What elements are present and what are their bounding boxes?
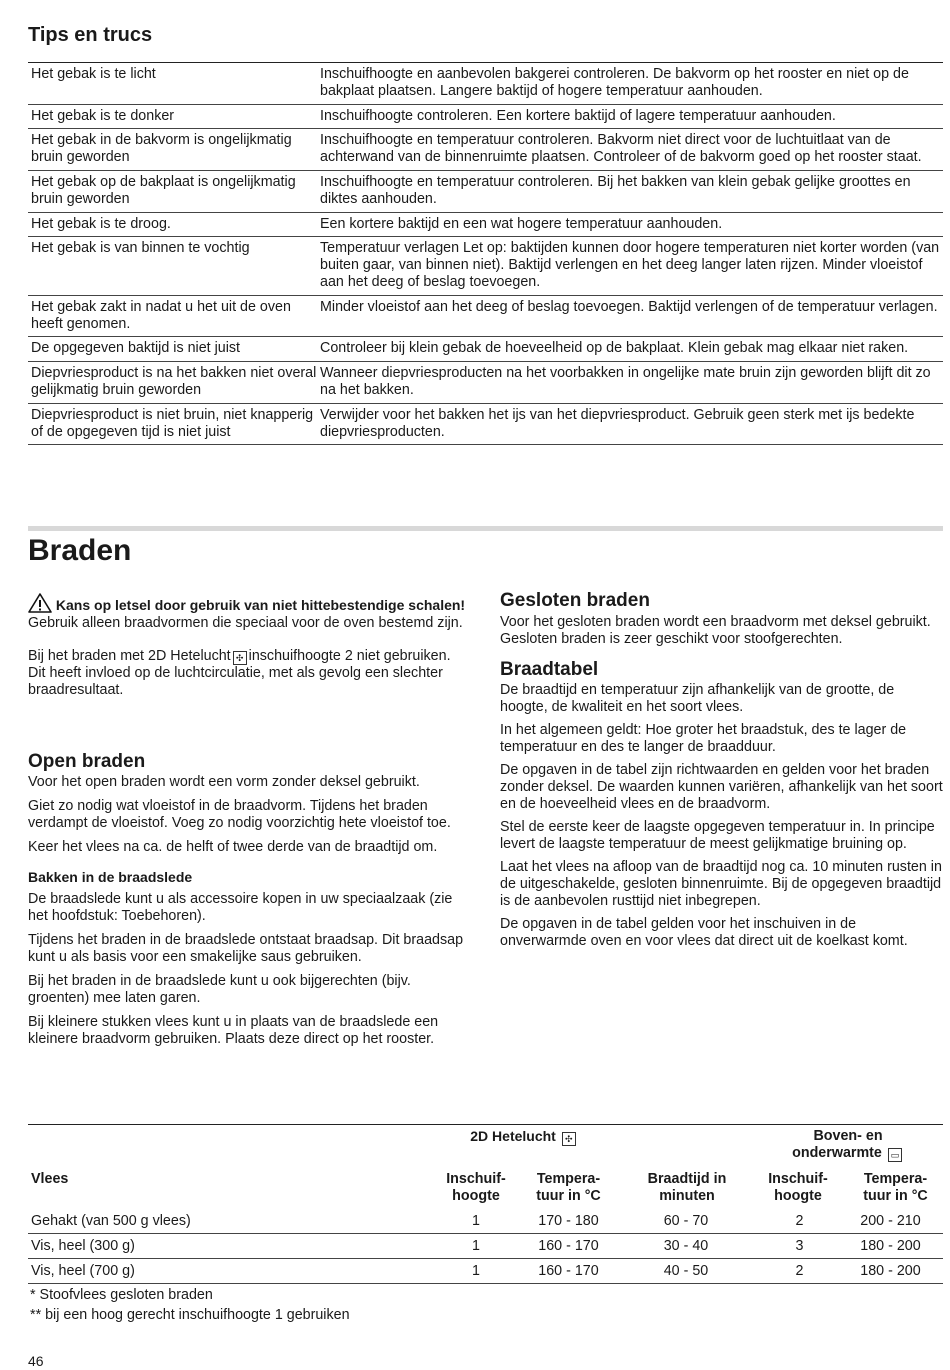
tip-problem: Het gebak is te licht: [31, 66, 156, 82]
footnote: ** bij een hoog gerecht inschuifhoogte 1 gebruiken: [30, 1307, 350, 1323]
tip-solution: Een kortere baktijd en een wat hogere temperatuur aanhouden.: [320, 215, 723, 232]
cell-time: 60 - 70: [663, 1213, 709, 1229]
tip-solution: Minder vloeistof aan het deeg of beslag toevoegen. Baktijd verlengen of de temperatuur verlagen.: [320, 298, 938, 315]
tip-solution: Wanneer diepvriesproducten na het voorbakken in ongelijke mate bruin zijn geworden blijft dit zo na het bakken.: [320, 365, 931, 398]
tips-table: [28, 62, 943, 445]
group-hetelucht: [450, 1128, 598, 1146]
cell-meat: Gehakt (van 500 g vlees): [31, 1213, 191, 1229]
page-number: 46: [28, 1353, 44, 1369]
tip-problem: Het gebak is te droog.: [31, 215, 171, 232]
cell-meat: Vis, heel (300 g): [31, 1238, 135, 1254]
cell-time: 30 - 40: [663, 1238, 709, 1254]
col-meat: Vlees: [31, 1171, 69, 1187]
paragraph: Laat het vlees na afloop van de braadtijd nog ca. 10 minuten rusten in de uitgeschakelde, gesloten binnenruimte. Bij de opgegeven braadtijd is de aanbevolen rusttijd niet inbegrepen.: [500, 859, 942, 909]
top-bottom-heat-icon: ▭: [888, 1148, 902, 1162]
fan-icon: ✣: [562, 1132, 576, 1146]
group-boven-label-b: onderwarmte: [792, 1145, 882, 1161]
tip-solution: Verwijder voor het bakken het ijs van het diepvriesproduct. Gebruik geen sterk met ijs bedekte diepvriesproducten.: [320, 406, 915, 440]
table-row: [28, 296, 943, 338]
section-divider: [28, 526, 943, 531]
paragraph: Bij het braden in de braadslede kunt u ook bijgerechten (bijv. groenten) mee laten garen.: [28, 973, 411, 1006]
table-header: [28, 1125, 943, 1209]
table-row: [28, 1234, 943, 1259]
table-row: [28, 105, 943, 130]
cell-height: 1: [472, 1263, 480, 1279]
tip-problem: Het gebak zakt in nadat u het uit de oven heeft genomen.: [31, 298, 291, 332]
cell-height: 2: [795, 1213, 804, 1229]
col-time: Braadtijd in minuten: [647, 1171, 727, 1204]
cell-temp: 180 - 200: [860, 1263, 921, 1279]
cell-time: 40 - 50: [663, 1263, 709, 1279]
paragraph: Giet zo nodig wat vloeistof in de braadvorm. Tijdens het braden verdampt de vloeistof. Voeg zo nodig voorzichtig hete vloeistof toe.: [28, 798, 451, 831]
table-row: [28, 171, 943, 213]
tip-problem: Het gebak op de bakplaat is ongelijkmatig bruin geworden: [31, 173, 296, 207]
table-row: [28, 129, 943, 171]
col-temp-1: Tempera- tuur in °C: [536, 1171, 601, 1204]
hetelucht-note-text-2: inschuifhoogte 2 niet gebruiken. Dit heeft invloed op de luchtcirculatie, met als gevolg een slechter braadresultaat.: [28, 648, 451, 698]
paragraph: De opgaven in de tabel zijn richtwaarden en gelden voor het braden zonder deksel. De waarden kunnen variëren, afhankelijk van het soort en de hoeveelheid vlees en de braadvorm.: [500, 762, 943, 812]
paragraph: Voor het open braden wordt een vorm zonder deksel gebruikt.: [28, 774, 420, 790]
gesloten-braden-block: [500, 592, 945, 950]
tip-solution: Inschuifhoogte en temperatuur controleren. Bij het bakken van klein gebak gelijke groottes en diktes aanhouden.: [320, 173, 911, 207]
paragraph: Bij kleinere stukken vlees kunt u in plaats van de braadslede een kleinere braadvorm gebruiken. Plaats deze direct op het rooster.: [28, 1014, 439, 1047]
tip-problem: Het gebak is van binnen te vochtig: [31, 240, 250, 257]
col-height-2: Inschuif- hoogte: [768, 1171, 828, 1204]
table-row: [28, 63, 943, 105]
cell-height: 1: [472, 1238, 480, 1254]
cell-temp: 160 - 170: [538, 1238, 599, 1254]
table-row: [28, 237, 943, 295]
group-hetelucht-label: 2D Hetelucht: [470, 1128, 556, 1144]
open-braden-block: [28, 753, 468, 1048]
cell-temp: 160 - 170: [538, 1263, 599, 1279]
cell-meat: Vis, heel (700 g): [31, 1263, 135, 1279]
paragraph: Tijdens het braden in de braadslede ontstaat braadsap. Dit braadsap kunt u als basis voor een smakelijke saus gebruiken.: [28, 932, 464, 965]
paragraph: Keer het vlees na ca. de helft of twee derde van de braadtijd om.: [28, 839, 438, 855]
group-boven-onder: [773, 1128, 923, 1162]
col-height-1: Inschuif- hoogte: [446, 1171, 506, 1204]
table-row: [28, 213, 943, 238]
cell-height: 1: [472, 1213, 480, 1229]
paragraph: In het algemeen geldt: Hoe groter het braadstuk, des te lager de temperatuur en des te langer de braadduur.: [500, 722, 907, 755]
tip-solution: Controleer bij klein gebak de hoeveelheid op de bakplaat. Klein gebak mag elkaar niet raken.: [320, 340, 909, 357]
cell-temp: 170 - 180: [538, 1213, 599, 1229]
tip-solution: Inschuifhoogte controleren. Een kortere baktijd of lagere temperatuur aanhouden.: [320, 107, 836, 124]
paragraph: Voor het gesloten braden wordt een braadvorm met deksel gebruikt. Gesloten braden is zeer geschikt voor stoofgerechten.: [500, 614, 931, 647]
paragraph: De braadslede kunt u als accessoire kopen in uw speciaalzaak (zie het hoofdstuk: Toebehoren).: [28, 891, 453, 924]
warning-title: [28, 593, 468, 613]
tip-solution: Inschuifhoogte en temperatuur controleren. Bakvorm niet direct voor de luchtuitlaat van de achterwand van de binnenruimte plaatsen. Controleer of de bakvorm goed op het rooster staat.: [320, 132, 922, 166]
warning-triangle-icon: [28, 593, 52, 613]
table-row: [28, 404, 943, 446]
tip-solution: Inschuifhoogte en aanbevolen bakgerei controleren. De bakvorm op het rooster en niet op de bakplaat plaatsen. Langere baktijd of hogere temperatuur aanhouden.: [320, 66, 909, 99]
paragraph: De opgaven in de tabel gelden voor het inschuiven in de onverwarmde oven en voor vlees dat direct uit de koelkast komt.: [500, 916, 908, 949]
tip-problem: Diepvriesproduct is na het bakken niet overal gelijkmatig bruin geworden: [31, 365, 317, 398]
section-title: Braden: [28, 534, 132, 567]
warning-title-text: Kans op letsel door gebruik van niet hittebestendige schalen!: [55, 597, 466, 613]
hetelucht-note: [28, 648, 468, 699]
table-row: [28, 1209, 943, 1234]
table-row: [28, 1259, 943, 1284]
tip-problem: Diepvriesproduct is niet bruin, niet knapperig of de opgegeven tijd is niet juist: [31, 406, 314, 440]
braadtabel-title: Braadtabel: [500, 659, 599, 680]
table-row: [28, 337, 943, 362]
cell-temp: 180 - 200: [860, 1238, 921, 1254]
gesloten-braden-title: Gesloten braden: [500, 590, 650, 611]
paragraph: Stel de eerste keer de laagste opgegeven temperatuur in. In principe levert de laagste temperatuur de meest gelijkmatige bruining op.: [500, 819, 935, 852]
roast-table: [28, 1124, 943, 1284]
tips-title: Tips en trucs: [28, 24, 153, 46]
cell-height: 2: [795, 1263, 804, 1279]
warning-text: Gebruik alleen braadvormen die speciaal voor de oven bestemd zijn.: [28, 615, 463, 631]
col-temp-2: Tempera- tuur in °C: [863, 1171, 928, 1204]
group-boven-label-a: Boven- en: [813, 1128, 883, 1144]
table-row: [28, 362, 943, 404]
footnote: * Stoofvlees gesloten braden: [30, 1287, 213, 1303]
cell-temp: 200 - 210: [860, 1213, 921, 1229]
braadslede-title: Bakken in de braadslede: [28, 869, 193, 885]
tip-problem: Het gebak is te donker: [31, 107, 175, 124]
tip-solution: Temperatuur verlagen Let op: baktijden kunnen door hogere temperaturen niet korter worden (van buiten gaar, van binnen niet). Baktijd verlengen en het deeg langer laten rijzen. Minder vloeistof aan het deeg of beslag toevoegen.: [320, 240, 940, 290]
warning-block: [28, 593, 468, 699]
paragraph: De braadtijd en temperatuur zijn afhankelijk van de grootte, de hoogte, de kwaliteit en het soort vlees.: [500, 682, 895, 715]
tip-problem: De opgegeven baktijd is niet juist: [31, 340, 241, 357]
cell-height: 3: [795, 1238, 804, 1254]
fan-icon: ✣: [233, 651, 247, 665]
tip-problem: Het gebak in de bakvorm is ongelijkmatig bruin geworden: [31, 132, 292, 166]
open-braden-title: Open braden: [28, 751, 146, 772]
hetelucht-note-text: Bij het braden met 2D Hetelucht: [28, 648, 231, 664]
